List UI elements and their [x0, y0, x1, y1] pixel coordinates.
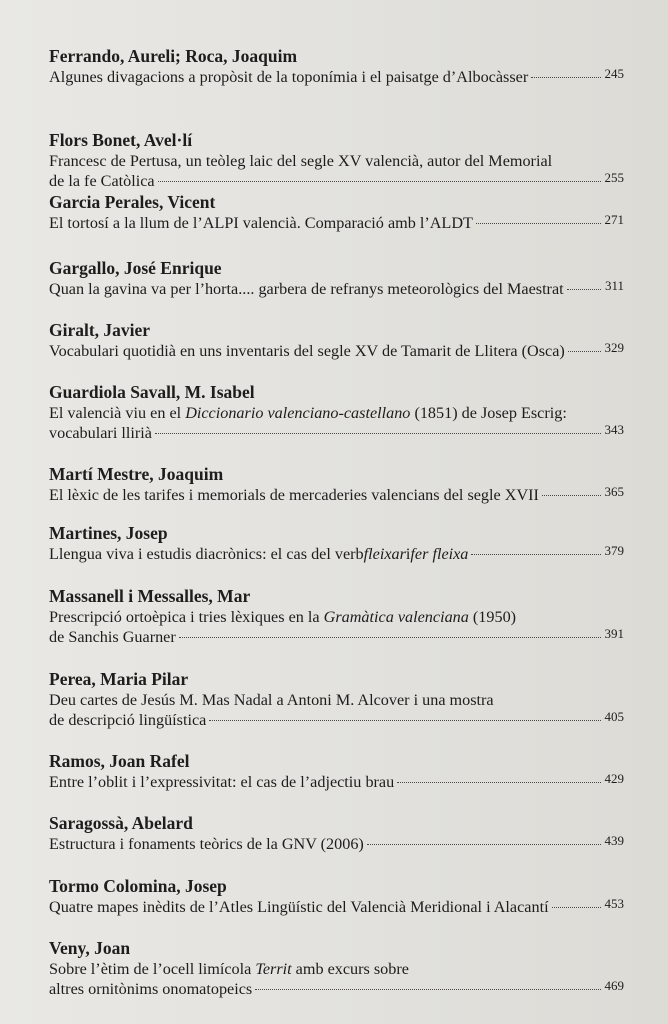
toc-entry — [49, 463, 624, 505]
toc-title-text: de descripció lingüística — [49, 711, 207, 729]
dot-leader — [209, 720, 600, 721]
toc-author: Garcia Perales, Vicent — [49, 192, 216, 212]
toc-entry — [49, 257, 624, 299]
toc-title-text: de Sanchis Guarner — [49, 628, 176, 646]
toc-title-text: Vocabulari quotidià en uns inventaris del segle XV de Tamarit de Llitera (Osca) — [49, 342, 565, 360]
toc-title-line — [49, 979, 624, 999]
toc-title-line — [49, 403, 624, 423]
page-number: 271 — [604, 212, 624, 227]
toc-author: Giralt, Javier — [49, 320, 151, 340]
toc-entry — [49, 191, 624, 233]
toc-title-text: El tortosí a la llum de l’ALPI valencià. Comparació amb l’ALDT — [49, 214, 473, 232]
toc-entry — [49, 129, 624, 191]
dot-leader — [568, 351, 601, 352]
page-number: 311 — [604, 278, 624, 293]
toc-entry — [49, 875, 624, 917]
toc-title-text: Prescripció ortoèpica i tries lèxiques en la — [49, 608, 324, 626]
toc-title-line — [49, 772, 624, 792]
toc-title-line — [49, 213, 624, 233]
toc-title-line — [49, 627, 624, 647]
toc-title-line — [49, 834, 624, 854]
toc-title-text: Quan la gavina va per l’horta.... garbera de refranys meteorològics del Maestrat — [49, 280, 564, 298]
toc-entry — [49, 750, 624, 792]
page-number: 439 — [604, 833, 624, 848]
toc-entry — [49, 937, 624, 999]
toc-title-text: Deu cartes de Jesús M. Mas Nadal a Antoni M. Alcover i una mostra — [49, 691, 494, 709]
toc-title-line — [49, 341, 624, 361]
toc-title-line — [49, 151, 624, 171]
toc-title-line — [49, 279, 624, 299]
dot-leader — [397, 782, 600, 783]
toc-title-italic-text: fleixar — [363, 545, 406, 563]
toc-entry — [49, 812, 624, 854]
toc-title-text: de la fe Catòlica — [49, 172, 155, 190]
page-number: 469 — [604, 978, 624, 993]
toc-author: Martines, Josep — [49, 523, 168, 543]
toc-title-italic-text: fer fleixa — [410, 545, 469, 563]
toc-entry — [49, 668, 624, 730]
page-number: 429 — [604, 771, 624, 786]
page-number: 255 — [604, 170, 624, 185]
page-number: 245 — [604, 66, 624, 81]
dot-leader — [179, 637, 601, 638]
toc-author: Ferrando, Aureli; Roca, Joaquim — [49, 46, 298, 66]
dot-leader — [567, 289, 601, 290]
toc-title-text: amb excurs sobre — [291, 960, 409, 978]
toc-entry — [49, 381, 624, 443]
page-number: 343 — [604, 422, 624, 437]
toc-title-text: Quatre mapes inèdits de l’Atles Lingüístic del Valencià Meridional i Alacantí — [49, 898, 549, 916]
toc-title-line — [49, 171, 624, 191]
toc-title-text: Llengua viva i estudis diacrònics: el cas del verb — [49, 545, 364, 563]
dot-leader — [552, 907, 601, 908]
toc-author: Perea, Maria Pilar — [49, 669, 189, 689]
toc-title-italic-text: Diccionario valenciano-castellano — [185, 404, 411, 422]
page-number: 453 — [604, 896, 624, 911]
toc-title-line — [49, 959, 624, 979]
dot-leader — [542, 495, 601, 496]
toc-title-italic-text: Gramàtica valenciana — [323, 608, 469, 626]
dot-leader — [531, 77, 600, 78]
toc-title-text: i — [405, 545, 411, 563]
toc-title-line — [49, 607, 624, 627]
toc-author: Massanell i Messalles, Mar — [49, 586, 251, 606]
page-number: 391 — [604, 626, 624, 641]
dot-leader — [155, 433, 601, 434]
toc-title-line — [49, 897, 624, 917]
dot-leader — [158, 181, 601, 182]
toc-title-line — [49, 423, 624, 443]
toc-title-text: Entre l’oblit i l’expressivitat: el cas de l’adjectiu brau — [49, 773, 395, 791]
dot-leader — [367, 844, 601, 845]
toc-title-text: El valencià viu en el — [49, 404, 186, 422]
toc-title-text: Algunes divagacions a propòsit de la toponímia i el paisatge d’Albocàsser — [49, 68, 529, 86]
toc-title-text: altres ornitònims onomatopeics — [49, 980, 253, 998]
toc-title-text: Estructura i fonaments teòrics de la GNV (2006) — [49, 835, 364, 853]
toc-title-text: Sobre l’ètim de l’ocell limícola — [49, 960, 256, 978]
toc-entry — [49, 585, 624, 647]
toc-author: Veny, Joan — [49, 938, 131, 958]
toc-author: Gargallo, José Enrique — [49, 258, 222, 278]
toc-title-line — [49, 67, 624, 87]
dot-leader — [476, 223, 601, 224]
toc-entry — [49, 45, 624, 87]
page-number: 365 — [604, 484, 624, 499]
page-number: 405 — [604, 709, 624, 724]
page-number: 329 — [604, 340, 624, 355]
toc-author: Ramos, Joan Rafel — [49, 751, 190, 771]
toc-title-line — [49, 690, 624, 710]
dot-leader — [471, 554, 600, 555]
toc-author: Martí Mestre, Joaquim — [49, 464, 224, 484]
dot-leader — [255, 989, 600, 990]
toc-author: Flors Bonet, Avel·lí — [49, 130, 193, 150]
toc-title-text: El lèxic de les tarifes i memorials de mercaderies valencians del segle XVII — [49, 486, 539, 504]
toc-title-text: vocabulari llirià — [49, 424, 152, 442]
toc-author: Guardiola Savall, M. Isabel — [49, 382, 255, 402]
toc-title-line — [49, 710, 624, 730]
toc-author: Tormo Colomina, Josep — [49, 876, 227, 896]
page-number: 379 — [604, 543, 624, 558]
toc-title-text: Francesc de Pertusa, un teòleg laic del segle XV valencià, autor del Memorial — [49, 152, 553, 170]
toc-author: Saragossà, Abelard — [49, 813, 193, 833]
toc-title-italic-text: Territ — [255, 960, 292, 978]
toc-title-line — [49, 485, 624, 505]
toc-title-text: (1950) — [468, 608, 517, 626]
toc-title-text: (1851) de Josep Escrig: — [410, 404, 567, 422]
toc-entry — [49, 319, 624, 361]
toc-title-line — [49, 544, 624, 564]
toc-entry — [49, 522, 624, 564]
